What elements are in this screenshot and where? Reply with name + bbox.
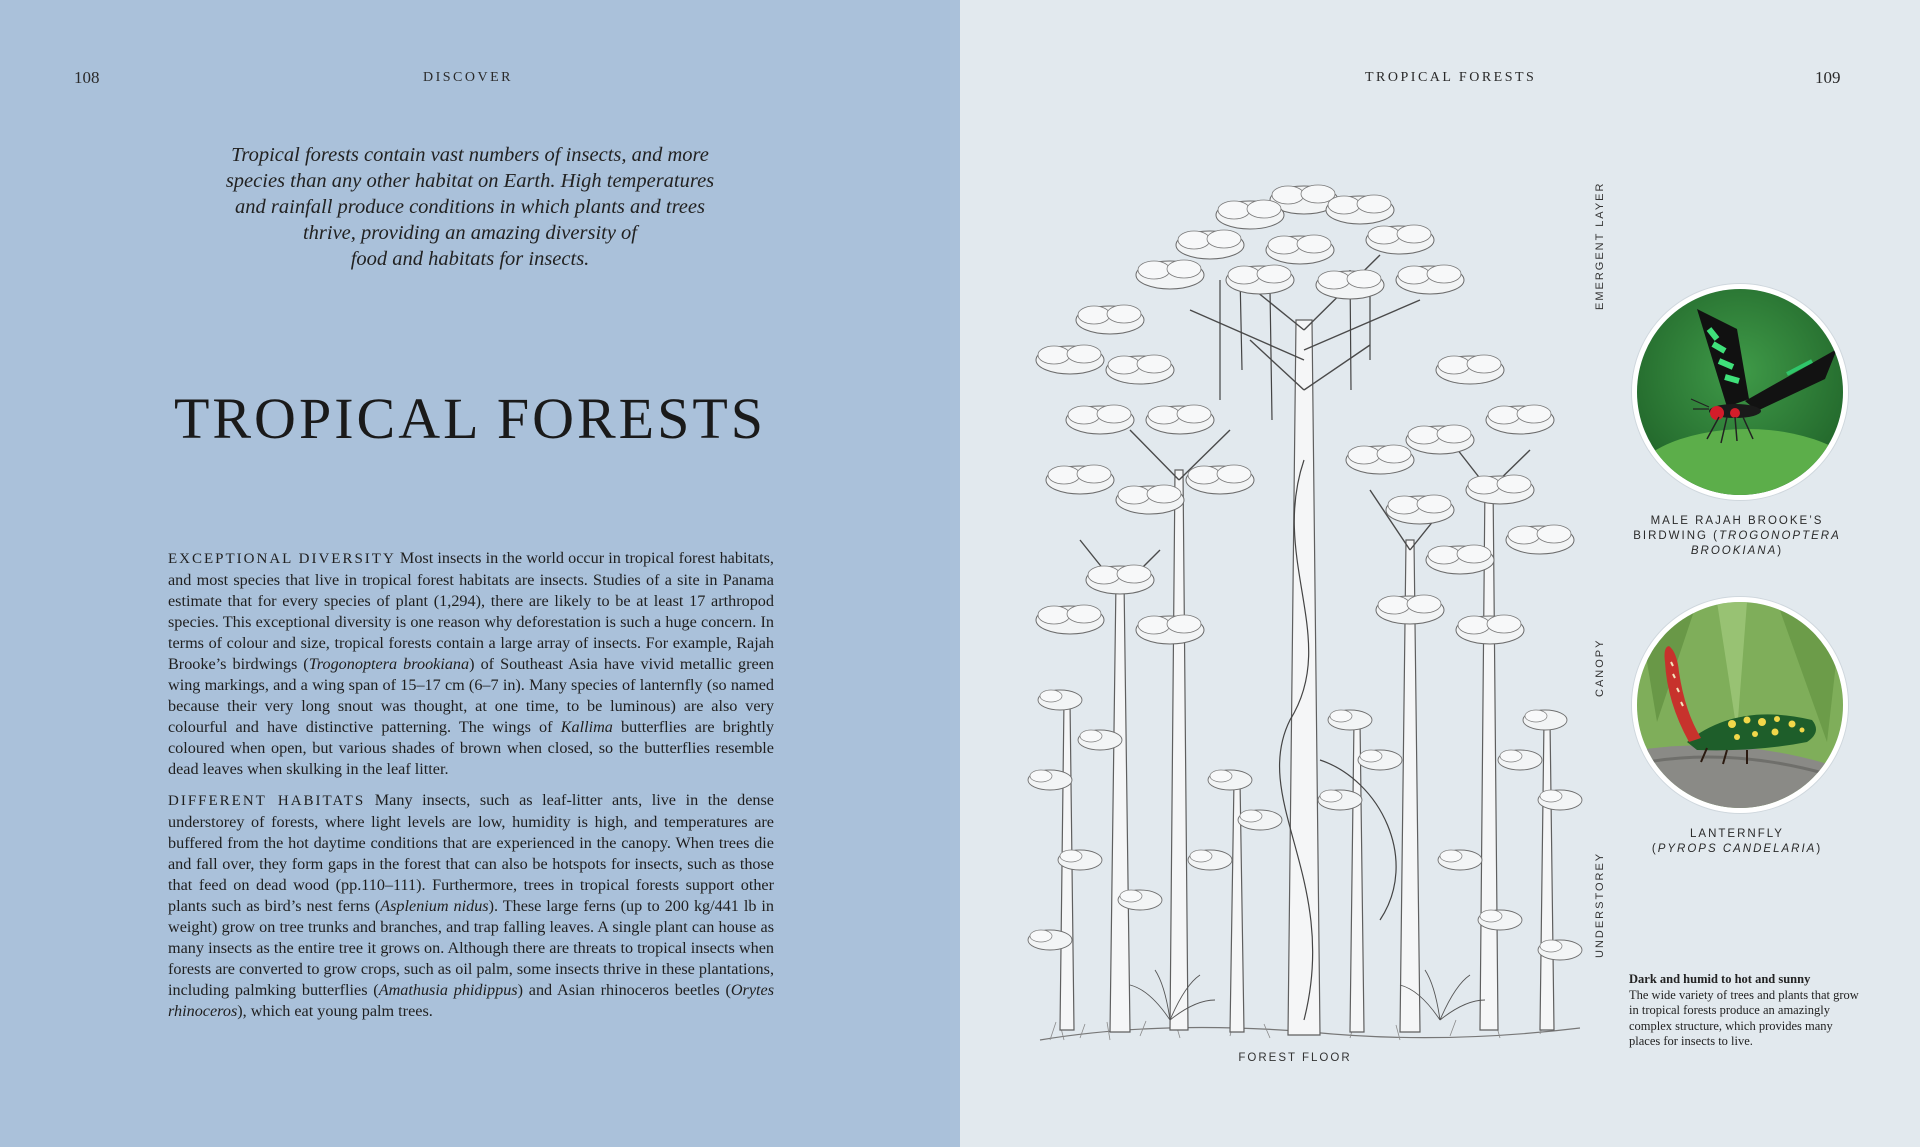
caption-text: ) bbox=[1816, 843, 1823, 855]
paragraph-text: Most insects in the world occur in tropical forest habitats, and most species that live in tropical forest habitats are insects. Studies of a site in Panama estimate that for every species of plant (1,294), there are likely to be at least 17 arthropod species. This exceptional diversity is one reason why deforestation is such a huge concern. In terms of colour and size, tropical forests contain a large array of insects. For example, Rajah Brooke’s birdwings ( bbox=[168, 549, 774, 673]
intro-line: species than any other habitat on Earth. High temperatures bbox=[225, 170, 715, 192]
page-title: TROPICAL FORESTS bbox=[173, 386, 767, 451]
intro-line: Tropical forests contain vast numbers of insects, and more bbox=[231, 144, 709, 166]
label-understorey: UNDERSTOREY bbox=[1594, 851, 1606, 958]
paragraph-text: ) of Southeast Asia have vivid metallic green wing markings, and a wing span of 15–17 cm (6–7 in). Many species of lanternfly (so named because their very long snout was thought, at one time, to be luminous) are also very colourful and have distinctive patterning. The wings of bbox=[168, 655, 774, 736]
intro-paragraph bbox=[170, 142, 770, 272]
intro-line: thrive, providing an amazing diversity of bbox=[302, 222, 638, 244]
paragraph-lead: DIFFERENT HABITATS bbox=[168, 793, 366, 809]
caption-text: ) bbox=[1777, 545, 1784, 557]
birdwing-caption bbox=[1617, 514, 1857, 559]
caption-species: PYROPS CANDELARIA bbox=[1657, 843, 1817, 855]
caption-line: MALE RAJAH BROOKE’S bbox=[1650, 515, 1824, 527]
caption-species: TROGONOPTERA bbox=[1719, 530, 1841, 542]
forest-layers-illustration bbox=[1020, 160, 1600, 1060]
sidenote-text: The wide variety of trees and plants that grow in tropical forests produce an amazingly complex structure, which provides many places for insects to live. bbox=[1629, 987, 1859, 1048]
species-name: Kallima bbox=[560, 718, 613, 736]
running-head-right: TROPICAL FORESTS bbox=[1365, 70, 1537, 85]
lanternfly-icon bbox=[1637, 602, 1843, 808]
caption-text: BIRDWING ( bbox=[1633, 530, 1720, 542]
caption-line bbox=[1617, 529, 1857, 544]
paragraph-text: Many insects, such as leaf-litter ants, live in the dense understorey of forests, where light levels are low, humidity is high, and temperatures are buffered from the hot daytime conditions that are experienced in the canopy. When trees die and fall over, they form gaps in the forest that can also be hotspots for insects, such as those that feed on dead wood (pp.110–111). Furthermore, trees in tropical forests support other plants such as bird’s nest ferns ( bbox=[168, 791, 774, 915]
paragraph-text: ). These large ferns (up to 200 kg/441 lb in weight) grow on tree trunks and branches, and trap falling leaves. A single plant can house as many insects as the entire tree it grows on. Although there are threats to tropical insects when forests are converted to grow crops, such as oil palm, some insects thrive in these plantations, including palmking butterflies ( bbox=[168, 897, 774, 999]
lanternfly-photo bbox=[1632, 597, 1848, 813]
caption-line bbox=[1617, 544, 1857, 559]
intro-line: and rainfall produce conditions in which plants and trees bbox=[235, 196, 705, 218]
page-number-right: 109 bbox=[1815, 68, 1841, 87]
species-name: Trogonoptera brookiana bbox=[308, 655, 470, 673]
species-name: Orytes rhinoceros bbox=[168, 981, 774, 1020]
birdwing-butterfly-icon bbox=[1637, 289, 1843, 495]
paragraph-different-habitats bbox=[168, 790, 774, 1022]
body-text bbox=[168, 548, 774, 1022]
label-forest-floor: FOREST FLOOR bbox=[1238, 1052, 1352, 1064]
caption-line bbox=[1617, 842, 1857, 857]
caption-species: BROOKIANA bbox=[1690, 545, 1778, 557]
birdwing-butterfly-photo bbox=[1632, 284, 1848, 500]
label-canopy: CANOPY bbox=[1594, 638, 1606, 697]
paragraph-lead: EXCEPTIONAL DIVERSITY bbox=[168, 551, 396, 567]
paragraph-text: ), which eat young palm trees. bbox=[237, 1002, 433, 1020]
page-number-left: 108 bbox=[74, 68, 100, 87]
species-name: Amathusia phidippus bbox=[378, 981, 518, 999]
caption-line: LANTERNFLY bbox=[1690, 828, 1784, 840]
paragraph-text: butterflies are brightly coloured when open, but various shades of brown when closed, so the butterflies resemble dead leaves when skulking in the leaf litter. bbox=[168, 718, 774, 778]
caption-text: ( bbox=[1651, 843, 1658, 855]
illustration-sidenote bbox=[1629, 972, 1859, 1050]
label-emergent-layer: EMERGENT LAYER bbox=[1594, 181, 1606, 310]
paragraph-exceptional-diversity bbox=[168, 548, 774, 780]
species-name: Asplenium nidus bbox=[380, 897, 489, 915]
sidenote-heading: Dark and humid to hot and sunny bbox=[1629, 972, 1811, 986]
paragraph-text: ) and Asian rhinoceros beetles ( bbox=[517, 981, 731, 999]
lanternfly-caption bbox=[1617, 827, 1857, 857]
intro-line: food and habitats for insects. bbox=[350, 248, 590, 270]
running-head-left: DISCOVER bbox=[423, 70, 514, 85]
